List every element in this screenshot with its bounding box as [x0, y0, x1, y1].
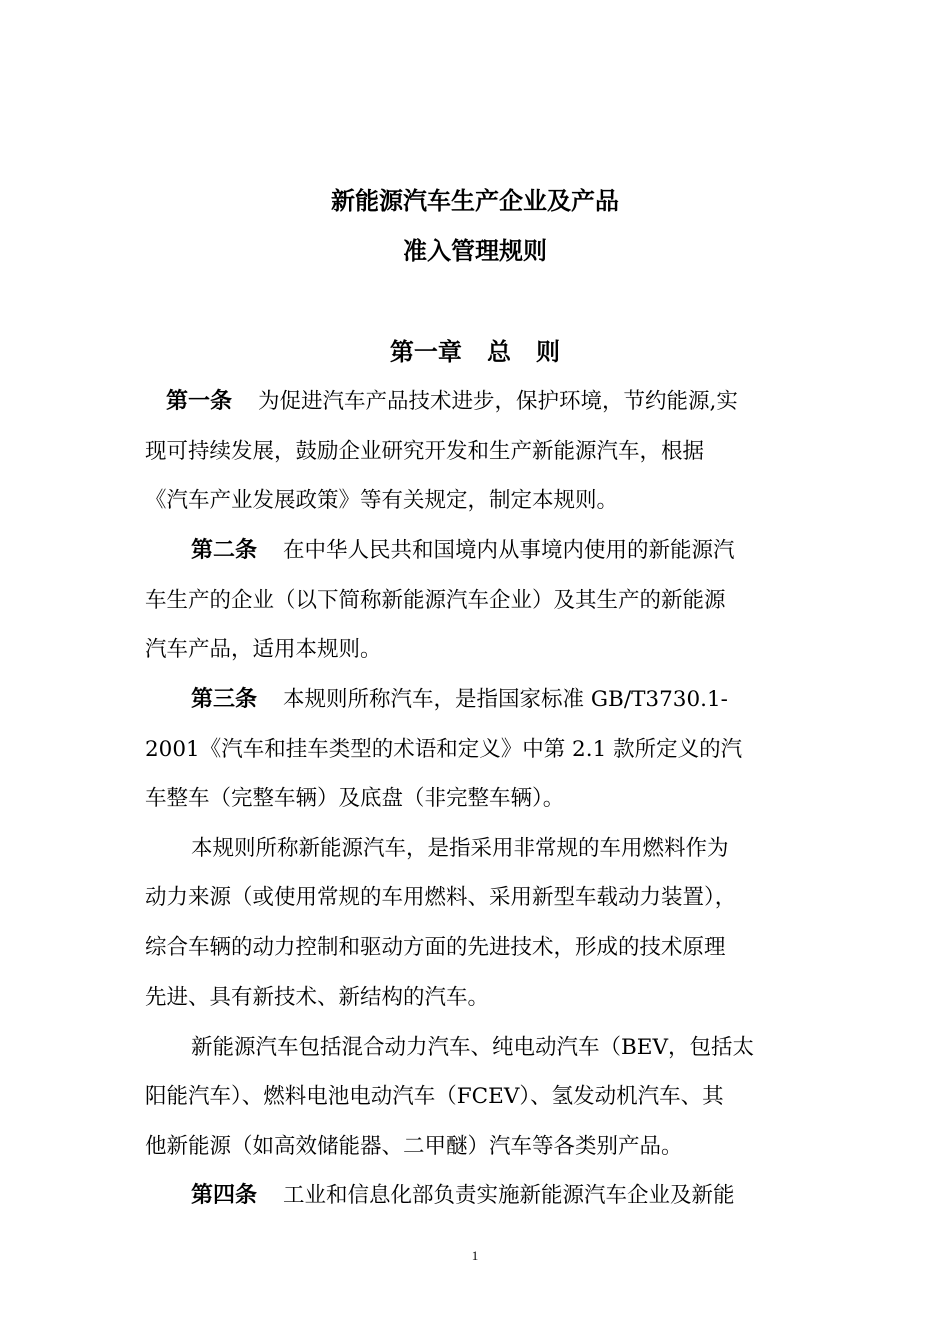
nev-definition-line-3: 综合车辆的动力控制和驱动方面的先进技术，形成的技术原理 [145, 935, 726, 960]
document-title-line-1: 新能源汽车生产企业及产品 [331, 187, 619, 215]
article-1-label: 第一条 [166, 389, 233, 414]
chapter-heading: 第一章 总 则 [389, 338, 561, 366]
article-1-line-3: 《汽车产业发展政策》等有关规定，制定本规则。 [145, 488, 619, 513]
article-4-line-1 [191, 1181, 735, 1211]
nev-definition-line-2: 动力来源（或使用常规的车用燃料、采用新型车载动力装置）， [145, 885, 737, 910]
nev-types-line-3: 他新能源（如高效储能器、二甲醚）汽车等各类别产品。 [145, 1134, 683, 1159]
article-3-label: 第三条 [191, 687, 258, 712]
nev-types-line-1: 新能源汽车包括混合动力汽车、纯电动汽车（BEV，包括太 [191, 1035, 755, 1060]
article-2-line-3: 汽车产品，适用本规则。 [145, 637, 382, 662]
nev-definition-line-4: 先进、具有新技术、新结构的汽车。 [145, 985, 490, 1010]
nev-definition-line-1: 本规则所称新能源汽车，是指采用非常规的车用燃料作为 [191, 836, 729, 861]
article-3-line-2: 2001《汽车和挂车类型的术语和定义》中第 2.1 款所定义的汽 [145, 737, 743, 762]
nev-types-line-2: 阳能汽车）、燃料电池电动汽车（FCEV）、氢发动机汽车、其 [145, 1084, 724, 1109]
article-4-text-1: 工业和信息化部负责实施新能源汽车企业及新能 [283, 1183, 735, 1208]
article-1-text-1: 为促进汽车产品技术进步，保护环境，节约能源,实 [258, 389, 738, 414]
article-3-line-3: 车整车（完整车辆）及底盘（非完整车辆）。 [145, 786, 565, 811]
article-2-text-1: 在中华人民共和国境内从事境内使用的新能源汽 [283, 538, 735, 563]
article-3-line-1 [191, 685, 728, 715]
article-4-label: 第四条 [191, 1183, 258, 1208]
article-1-line-1 [166, 387, 738, 417]
article-1-line-2: 现可持续发展，鼓励企业研究开发和生产新能源汽车，根据 [145, 439, 705, 464]
article-2-label: 第二条 [191, 538, 258, 563]
document-title-line-2: 准入管理规则 [403, 237, 547, 265]
article-3-text-1: 本规则所称汽车，是指国家标准 GB/T3730.1- [283, 687, 728, 712]
article-2-line-2: 车生产的企业（以下简称新能源汽车企业）及其生产的新能源 [145, 588, 726, 613]
article-2-line-1 [191, 536, 735, 566]
page-number: 1 [471, 1248, 479, 1263]
